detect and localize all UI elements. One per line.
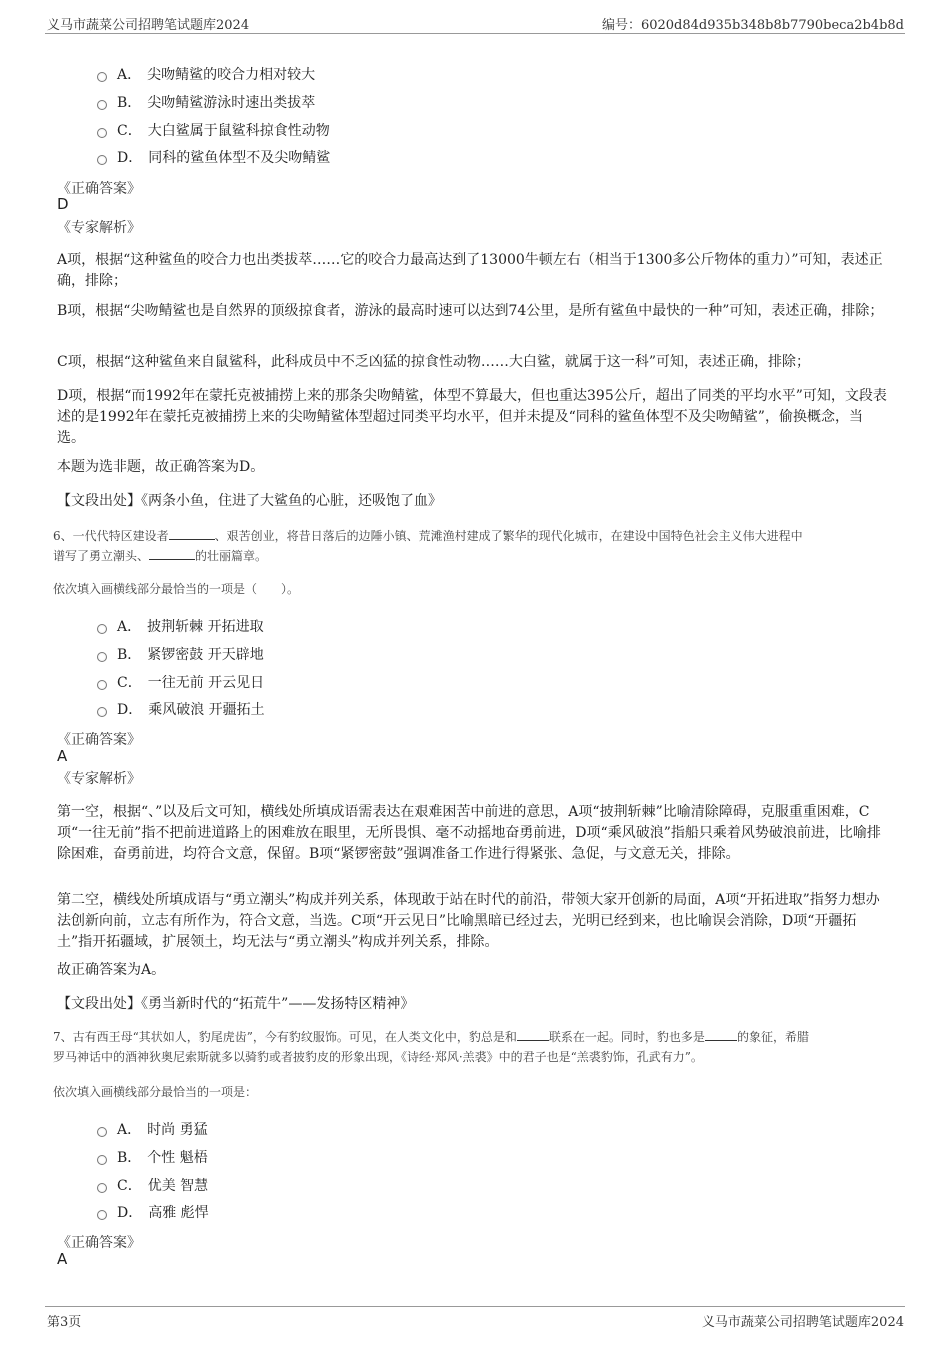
q6-analysis-second-blank: 第二空，横线处所填成语与“勇立潮头”构成并列关系，体现敢于站在时代的前沿，带领大家开创新的局面，A项“开拓进取”指努力想办法创新向前，立志有所作为，符合文意，当选。C项“开云见日”比喻黑暗已经过去，光明已经到来，也比喻误会消除，D项“开疆拓土”指开拓疆域，扩展领土，均无法与“勇立潮头”构成并列关系，排除。	[57, 892, 880, 950]
page-number: 第3页	[47, 1315, 82, 1330]
q7-option-a[interactable]: A． 时尚 勇猛	[97, 1119, 208, 1139]
radio-icon[interactable]	[97, 72, 107, 82]
q6-analysis-label: 《专家解析》	[57, 771, 141, 787]
q7-option-c[interactable]: C． 优美 智慧	[97, 1175, 208, 1195]
q6-source: 【文段出处】《勇当新时代的“拓荒牛”——发扬特区精神》	[57, 996, 415, 1012]
q5-analysis-label: 《专家解析》	[57, 220, 141, 236]
blank-line	[169, 526, 215, 540]
q6-option-a[interactable]: A． 披荆斩棘 开拓进取	[97, 616, 264, 636]
q6-answer-value: A	[57, 747, 68, 765]
q5-answer-value: D	[57, 195, 69, 213]
q6-option-d[interactable]: D． 乘风破浪 开疆拓土	[97, 699, 265, 719]
radio-icon[interactable]	[97, 680, 107, 690]
q6-prompt: 依次填入画横线部分最恰当的一项是（ ）。	[53, 582, 300, 596]
q5-analysis-b: B项，根据“尖吻鲭鲨也是自然界的顶级掠食者，游泳的最高时速可以达到74公里，是所有鲨鱼中最快的一种”可知，表述正确，排除；	[57, 303, 884, 319]
blank-line	[517, 1027, 549, 1041]
radio-icon[interactable]	[97, 128, 107, 138]
radio-icon[interactable]	[97, 652, 107, 662]
q6-option-c[interactable]: C． 一往无前 开云见日	[97, 672, 264, 692]
q6-conclusion: 故正确答案为A。	[57, 962, 166, 978]
footer-title: 义马市蔬菜公司招聘笔试题库2024	[701, 1315, 904, 1330]
radio-icon[interactable]	[97, 100, 107, 110]
radio-icon[interactable]	[97, 624, 107, 634]
q5-option-d[interactable]: D． 同科的鲨鱼体型不及尖吻鲭鲨	[97, 147, 330, 167]
q5-option-a[interactable]: A． 尖吻鲭鲨的咬合力相对较大	[97, 64, 315, 84]
footer-divider	[45, 1306, 905, 1307]
header-divider	[45, 33, 905, 34]
q7-option-d[interactable]: D． 高雅 彪悍	[97, 1202, 209, 1222]
header-title: 义马市蔬菜公司招聘笔试题库2024	[47, 18, 250, 33]
q5-option-c[interactable]: C． 大白鲨属于鼠鲨科掠食性动物	[97, 120, 330, 140]
q5-option-b[interactable]: B． 尖吻鲭鲨游泳时速出类拔萃	[97, 92, 315, 112]
radio-icon[interactable]	[97, 1127, 107, 1137]
q6-analysis-first-blank: 第一空，根据“、”以及后文可知，横线处所填成语需表达在艰难困苦中前进的意思，A项“披荆斩棘”比喻清除障碍，克服重重困难，C项“一往无前”指不把前进道路上的困难放在眼里，无所畏惧、毫不动摇地奋勇前进，D项“乘风破浪”指船只乘着风势破浪前进，比喻排除困难，奋勇前进，均符合文意，保留。B项“紧锣密鼓”强调准备工作进行得紧张、急促，与文意无关，排除。	[57, 804, 881, 862]
q5-answer-label: 《正确答案》	[57, 181, 141, 197]
q5-analysis-c: C项，根据“这种鲨鱼来自鼠鲨科，此科成员中不乏凶猛的掠食性动物……大白鲨，就属于这一科”可知，表述正确，排除；	[57, 354, 811, 370]
header-serial-number: 编号：6020d84d935b348b8b7790beca2b4b8d	[601, 18, 904, 33]
blank-line	[149, 546, 195, 560]
radio-icon[interactable]	[97, 155, 107, 165]
q7-stem: 7、古有西王母“其状如人，豹尾虎齿”，今有豹纹服饰。可见，在人类文化中，豹总是和 联系在一起。同时，豹也多是 的象征，希腊 罗马神话中的酒神狄奥尼索斯就多以骑豹或者披豹皮的形象出现，《诗经·郑风·羔裘》中的君子也是“羔裘豹饰，孔武有力”。	[53, 1027, 888, 1067]
q7-option-b[interactable]: B． 个性 魁梧	[97, 1147, 208, 1167]
q7-answer-value: A	[57, 1250, 68, 1268]
radio-icon[interactable]	[97, 707, 107, 717]
q7-answer-label: 《正确答案》	[57, 1235, 141, 1251]
q6-answer-label: 《正确答案》	[57, 732, 141, 748]
q5-analysis-a: A项，根据“这种鲨鱼的咬合力也出类拔萃……它的咬合力最高达到了13000牛顿左右（相当于1300多公斤物体的重力）”可知，表述正确，排除；	[57, 252, 883, 289]
blank-line	[705, 1027, 737, 1041]
q6-stem: 6、一代代特区建设者 、艰苦创业，将昔日落后的边陲小镇、荒滩渔村建成了繁华的现代化城市，在建设中国特色社会主义伟大进程中 谱写了勇立潮头、 的壮丽篇章。	[53, 526, 888, 566]
q5-source: 【文段出处】《两条小鱼，住进了大鲨鱼的心脏，还吸饱了血》	[57, 493, 442, 509]
q7-prompt: 依次填入画横线部分最恰当的一项是：	[53, 1085, 258, 1099]
q5-conclusion: 本题为选非题，故正确答案为D。	[57, 459, 265, 475]
radio-icon[interactable]	[97, 1155, 107, 1165]
q5-analysis-d: D项，根据“而1992年在蒙托克被捕捞上来的那条尖吻鲭鲨，体型不算最大，但也重达395公斤，超出了同类的平均水平”可知，文段表述的是1992年在蒙托克被捕捞上来的尖吻鲭鲨体型超过同类平均水平，但并未提及“同科的鲨鱼体型不及尖吻鲭鲨”，偷换概念，当选。	[57, 388, 887, 446]
q6-option-b[interactable]: B． 紧锣密鼓 开天辟地	[97, 644, 264, 664]
radio-icon[interactable]	[97, 1210, 107, 1220]
radio-icon[interactable]	[97, 1183, 107, 1193]
